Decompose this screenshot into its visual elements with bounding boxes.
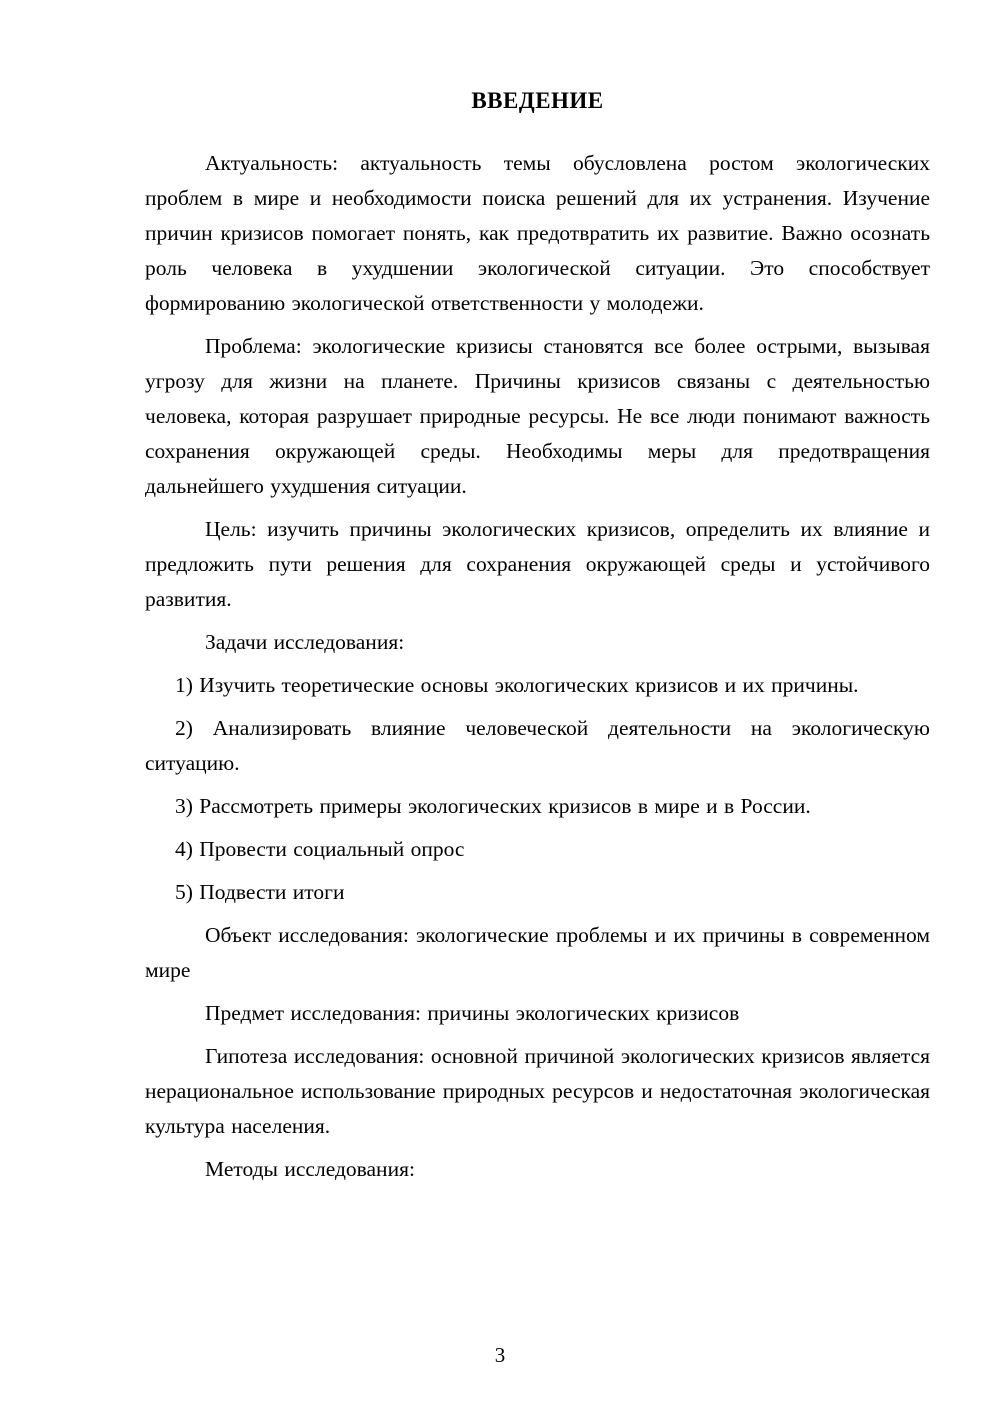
paragraph-predmet: Предмет исследования: причины экологических кризисов xyxy=(205,1001,740,1025)
paragraph-zadachi-heading: Задачи исследования: xyxy=(205,630,405,654)
page-number: 3 xyxy=(494,1343,506,1367)
list-item-1: 1) Изучить теоретические основы экологических кризисов и их причины. xyxy=(175,673,859,697)
paragraph-tsel: Цель: изучить причины экологических кризисов, определить их влияние и предложить пути решения для сохранения окружающей среды и устойчивого развития. xyxy=(145,517,930,611)
paragraph-problema: Проблема: экологические кризисы становятся все более острыми, вызывая угрозу для жизни на планете. Причины кризисов связаны с деятельностью человека, которая разрушает природные ресурсы. Не все люди понимают важность сохранения окружающей среды. Необходимы меры для предотвращения дальнейшего ухудшения ситуации. xyxy=(145,334,930,498)
paragraph-obekt: Объект исследования: экологические проблемы и их причины в современном мире xyxy=(145,923,930,982)
page-title: ВВЕДЕНИЕ xyxy=(471,88,604,113)
list-item-5: 5) Подвести итоги xyxy=(175,880,345,904)
document-body xyxy=(145,146,930,1187)
list-item-4: 4) Провести социальный опрос xyxy=(175,837,465,861)
list-item-3: 3) Рассмотреть примеры экологических кризисов в мире и в России. xyxy=(175,794,811,818)
list-item-2: 2) Анализировать влияние человеческой деятельности на экологическую ситуацию. xyxy=(145,716,930,775)
paragraph-aktualnost: Актуальность: актуальность темы обусловлена ростом экологических проблем в мире и необходимости поиска решений для их устранения. Изучение причин кризисов помогает понять, как предотвратить их развитие. Важно осознать роль человека в ухудшении экологической ситуации. Это способствует формированию экологической ответственности у молодежи. xyxy=(145,151,930,315)
paragraph-gipoteza: Гипотеза исследования: основной причиной экологических кризисов является нерациональное использование природных ресурсов и недостаточная экологическая культура населения. xyxy=(145,1044,930,1138)
paragraph-metody-heading: Методы исследования: xyxy=(205,1157,415,1181)
